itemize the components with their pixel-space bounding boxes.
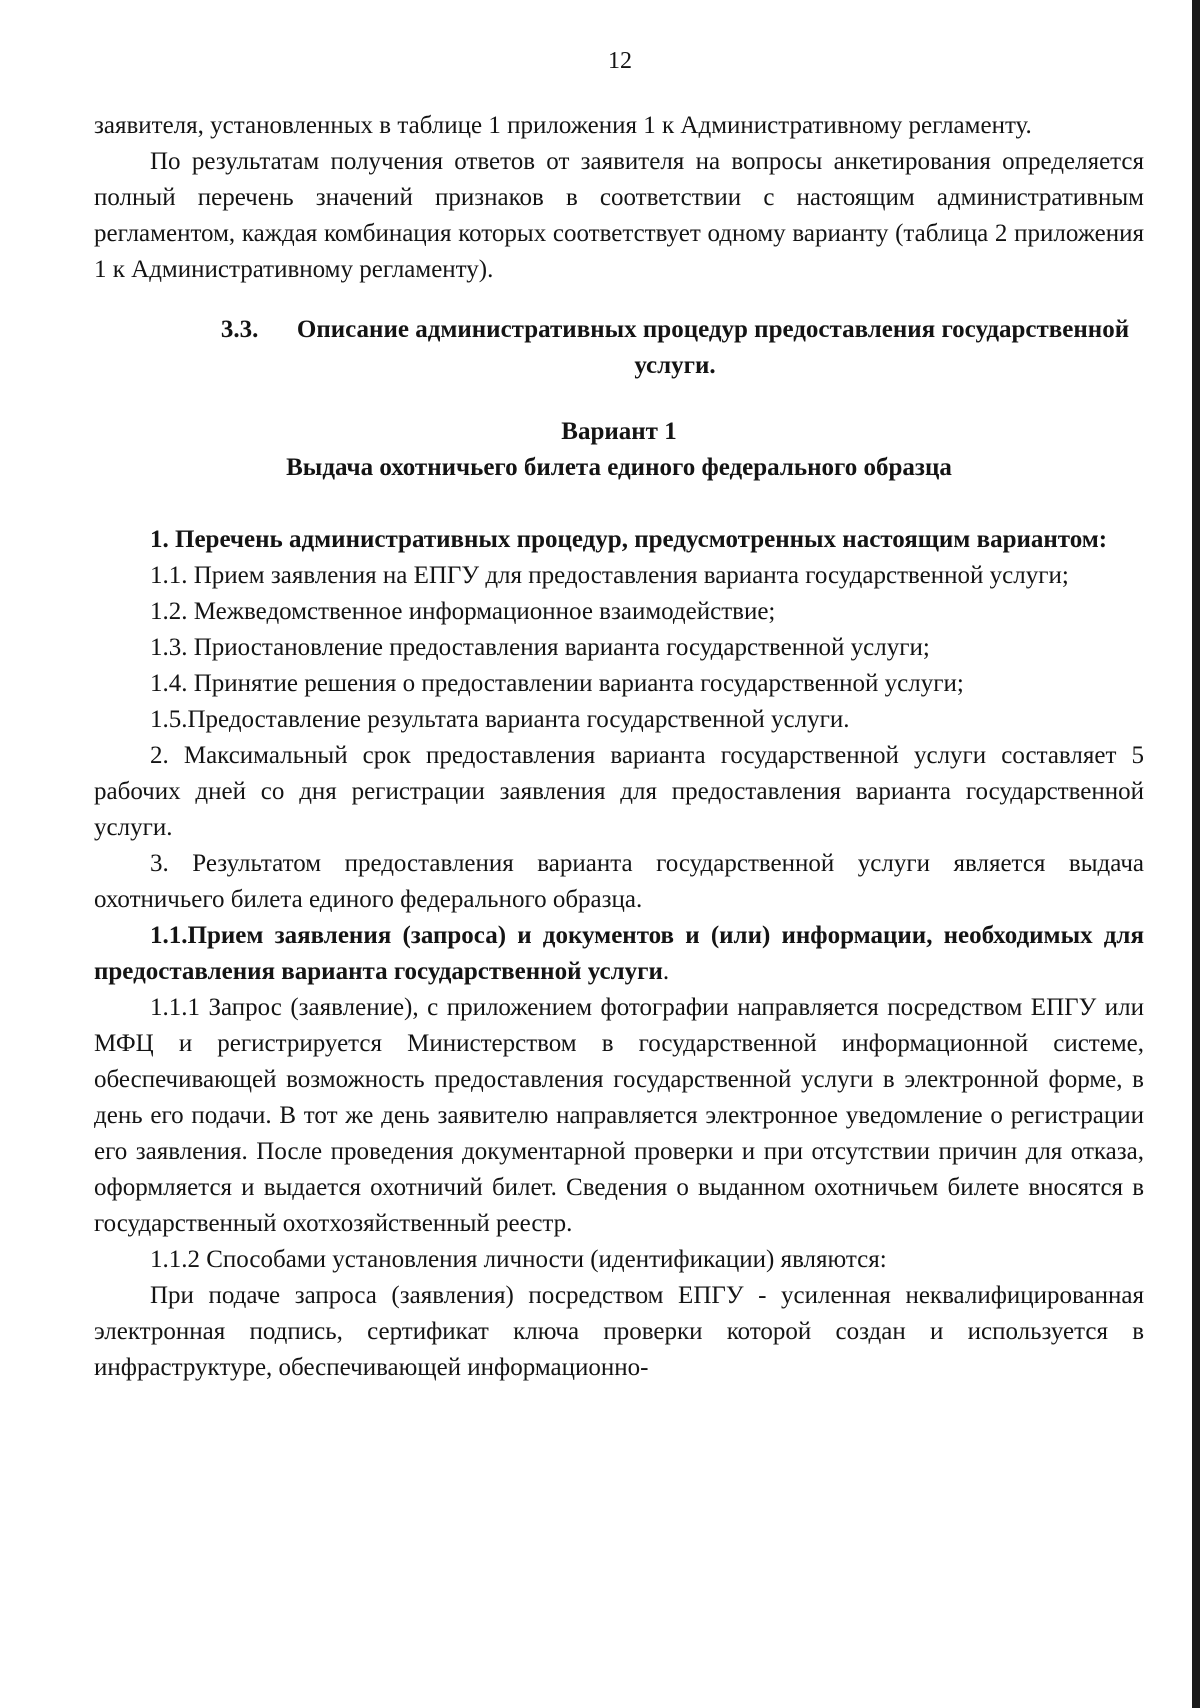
variant-title: Вариант 1 <box>561 418 677 445</box>
procedures-heading: 1. Перечень административных процедур, предусмотренных настоящим вариантом: <box>150 526 1108 553</box>
procedure-item-1-1: 1.1. Прием заявления на ЕПГУ для предоставления варианта государственной услуги; <box>150 562 1069 589</box>
section-title: Описание административных процедур предоставления государственной услуги. <box>296 316 1130 379</box>
paragraph-result: 3. Результатом предоставления варианта государственной услуги является выдача охотничьего билета единого федерального образца. <box>94 850 1144 913</box>
paragraph-identification: При подаче запроса (заявления) посредством ЕПГУ - усиленная неквалифицированная электронная подпись, сертификат ключа проверки которой создан и используется в инфраструктуре, обеспечивающей информационно- <box>94 1282 1144 1381</box>
procedure-item-1-4: 1.4. Принятие решения о предоставлении варианта государственной услуги; <box>150 670 964 697</box>
paragraph-1-1-1: 1.1.1 Запрос (заявление), с приложением фотографии направляется посредством ЕПГУ или МФЦ и регистрируется Министерством в государственной информационной системе, обеспечивающей возможность предоставления государственной услуги в электронной форме, в день его подачи. В тот же день заявителю направляется электронное уведомление о регистрации его заявления. После проведения документарной проверки и при отсутствии причин для отказа, оформляется и выдается охотничий билет. Сведения о выданном охотничьем билете вносятся в государственный охотхозяйственный реестр. <box>94 994 1144 1237</box>
subsection-1-1-heading <box>94 918 1144 990</box>
paragraph-continuation: заявителя, установленных в таблице 1 приложения 1 к Административному регламенту. <box>94 112 1032 139</box>
paragraph-max-term: 2. Максимальный срок предоставления варианта государственной услуги составляет 5 рабочих дней со дня регистрации заявления для предоставления варианта государственной услуги. <box>94 742 1144 841</box>
subsection-1-1-period: . <box>662 958 670 985</box>
variant-subtitle: Выдача охотничьего билета единого федерального образца <box>286 454 952 481</box>
page-number: 12 <box>608 48 632 74</box>
procedure-item-1-5: 1.5.Предоставление результата варианта государственной услуги. <box>150 706 850 733</box>
section-number: 3.3. <box>220 316 259 343</box>
variant-heading <box>94 414 1144 486</box>
paragraph-results: По результатам получения ответов от заявителя на вопросы анкетирования определяется полный перечень значений признаков в соответствии с настоящим административным регламентом, каждая комбинация которых соответствует одному варианту (таблица 2 приложения 1 к Административному регламенту). <box>94 148 1144 283</box>
procedure-item-1-3: 1.3. Приостановление предоставления варианта государственной услуги; <box>150 634 930 661</box>
procedure-item-1-2: 1.2. Межведомственное информационное взаимодействие; <box>150 598 776 625</box>
scan-edge <box>1192 0 1200 1708</box>
section-3-3-heading <box>94 312 1144 384</box>
paragraph-1-1-2: 1.1.2 Способами установления личности (идентификации) являются: <box>150 1246 887 1273</box>
subsection-1-1-title: 1.1.Прием заявления (запроса) и документов и (или) информации, необходимых для предоставления варианта государственной услуги <box>94 922 1144 985</box>
document-body <box>94 108 1144 1386</box>
